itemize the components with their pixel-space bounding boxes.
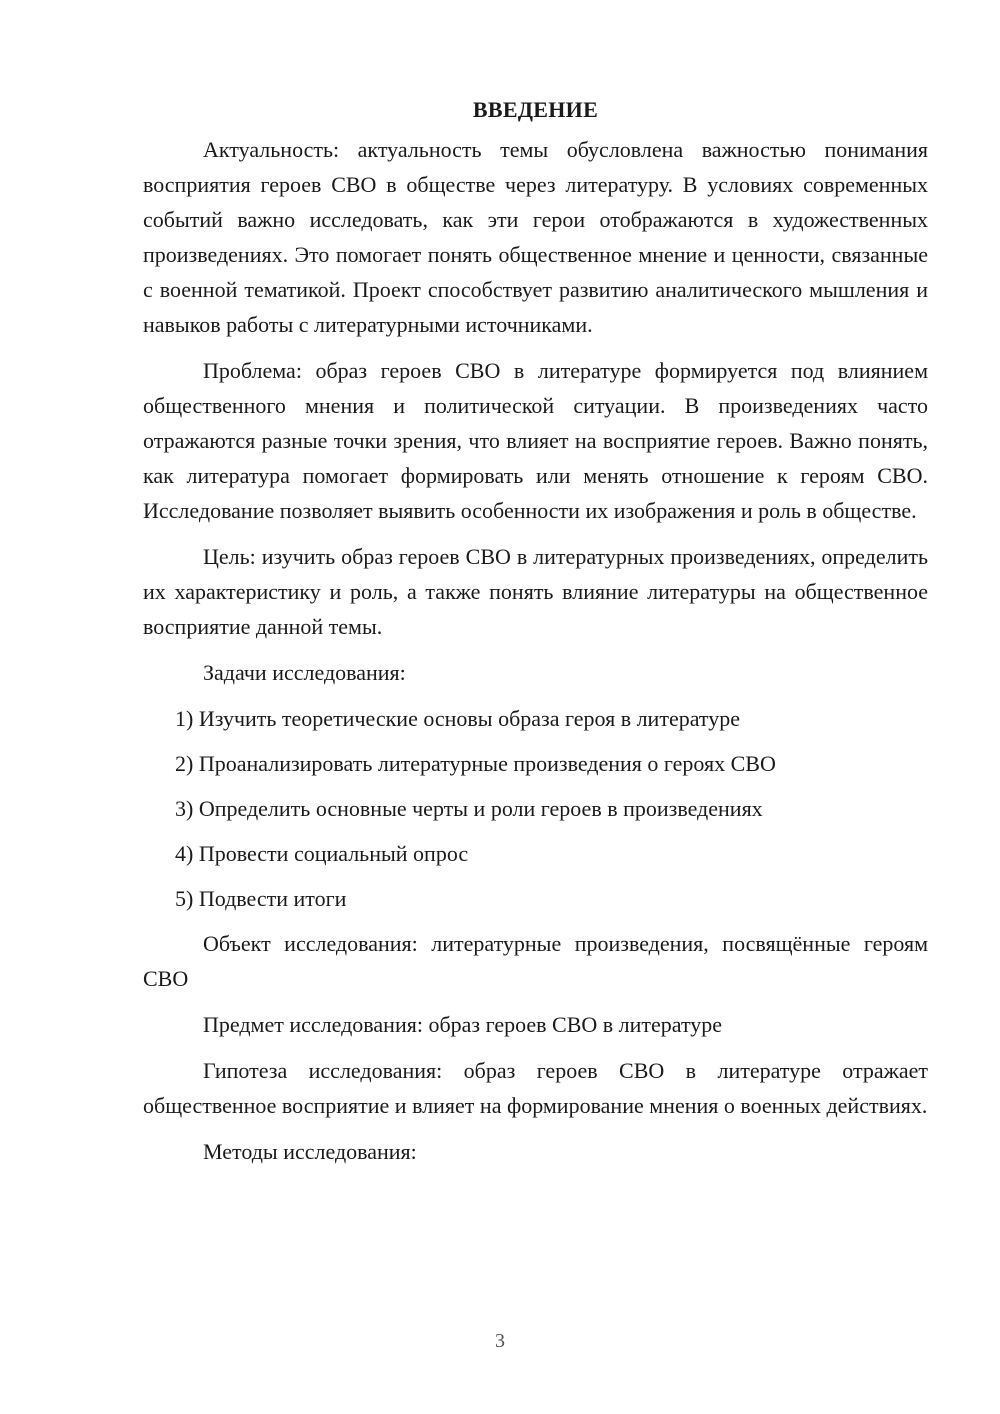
relevance-paragraph: Актуальность: актуальность темы обусловлена важностью понимания восприятия героев СВО в обществе через литературу. В условиях современных событий важно исследовать, как эти герои отображаются в художественных произведениях. Это помогает понять общественное мнение и ценности, связанные с военной тематикой. Проект способствует развитию аналитического мышления и навыков работы с литературными источниками. (143, 137, 928, 337)
document-page (143, 92, 928, 1180)
page-number: 3 (495, 1330, 505, 1352)
section-heading: ВВЕДЕНИЕ (472, 97, 599, 122)
methods-heading: Методы исследования: (203, 1139, 417, 1164)
problem-paragraph: Проблема: образ героев СВО в литературе формируется под влиянием общественного мнения и политической ситуации. В произведениях часто отражаются разные точки зрения, что влияет на восприятие героев. Важно понять, как литература помогает формировать или менять отношение к героям СВО. Исследование позволяет выявить особенности их изображения и роль в обществе. (143, 358, 928, 523)
object-paragraph: Объект исследования: литературные произведения, посвящённые героям СВО (143, 931, 928, 991)
task-item-1: 1) Изучить теоретические основы образа героя в литературе (175, 706, 740, 731)
hypothesis-paragraph: Гипотеза исследования: образ героев СВО в литературе отражает общественное восприятие и влияет на формирование мнения о военных действиях. (143, 1058, 928, 1118)
subject-paragraph: Предмет исследования: образ героев СВО в литературе (203, 1012, 723, 1037)
tasks-heading: Задачи исследования: (203, 660, 406, 685)
tasks-list (143, 701, 928, 916)
task-item-5: 5) Подвести итоги (175, 886, 347, 911)
task-item-2: 2) Проанализировать литературные произведения о героях СВО (175, 751, 776, 776)
task-item-4: 4) Провести социальный опрос (175, 841, 469, 866)
task-item-3: 3) Определить основные черты и роли героев в произведениях (175, 796, 763, 821)
goal-paragraph: Цель: изучить образ героев СВО в литературных произведениях, определить их характеристику и роль, а также понять влияние литературы на общественное восприятие данной темы. (143, 544, 928, 639)
